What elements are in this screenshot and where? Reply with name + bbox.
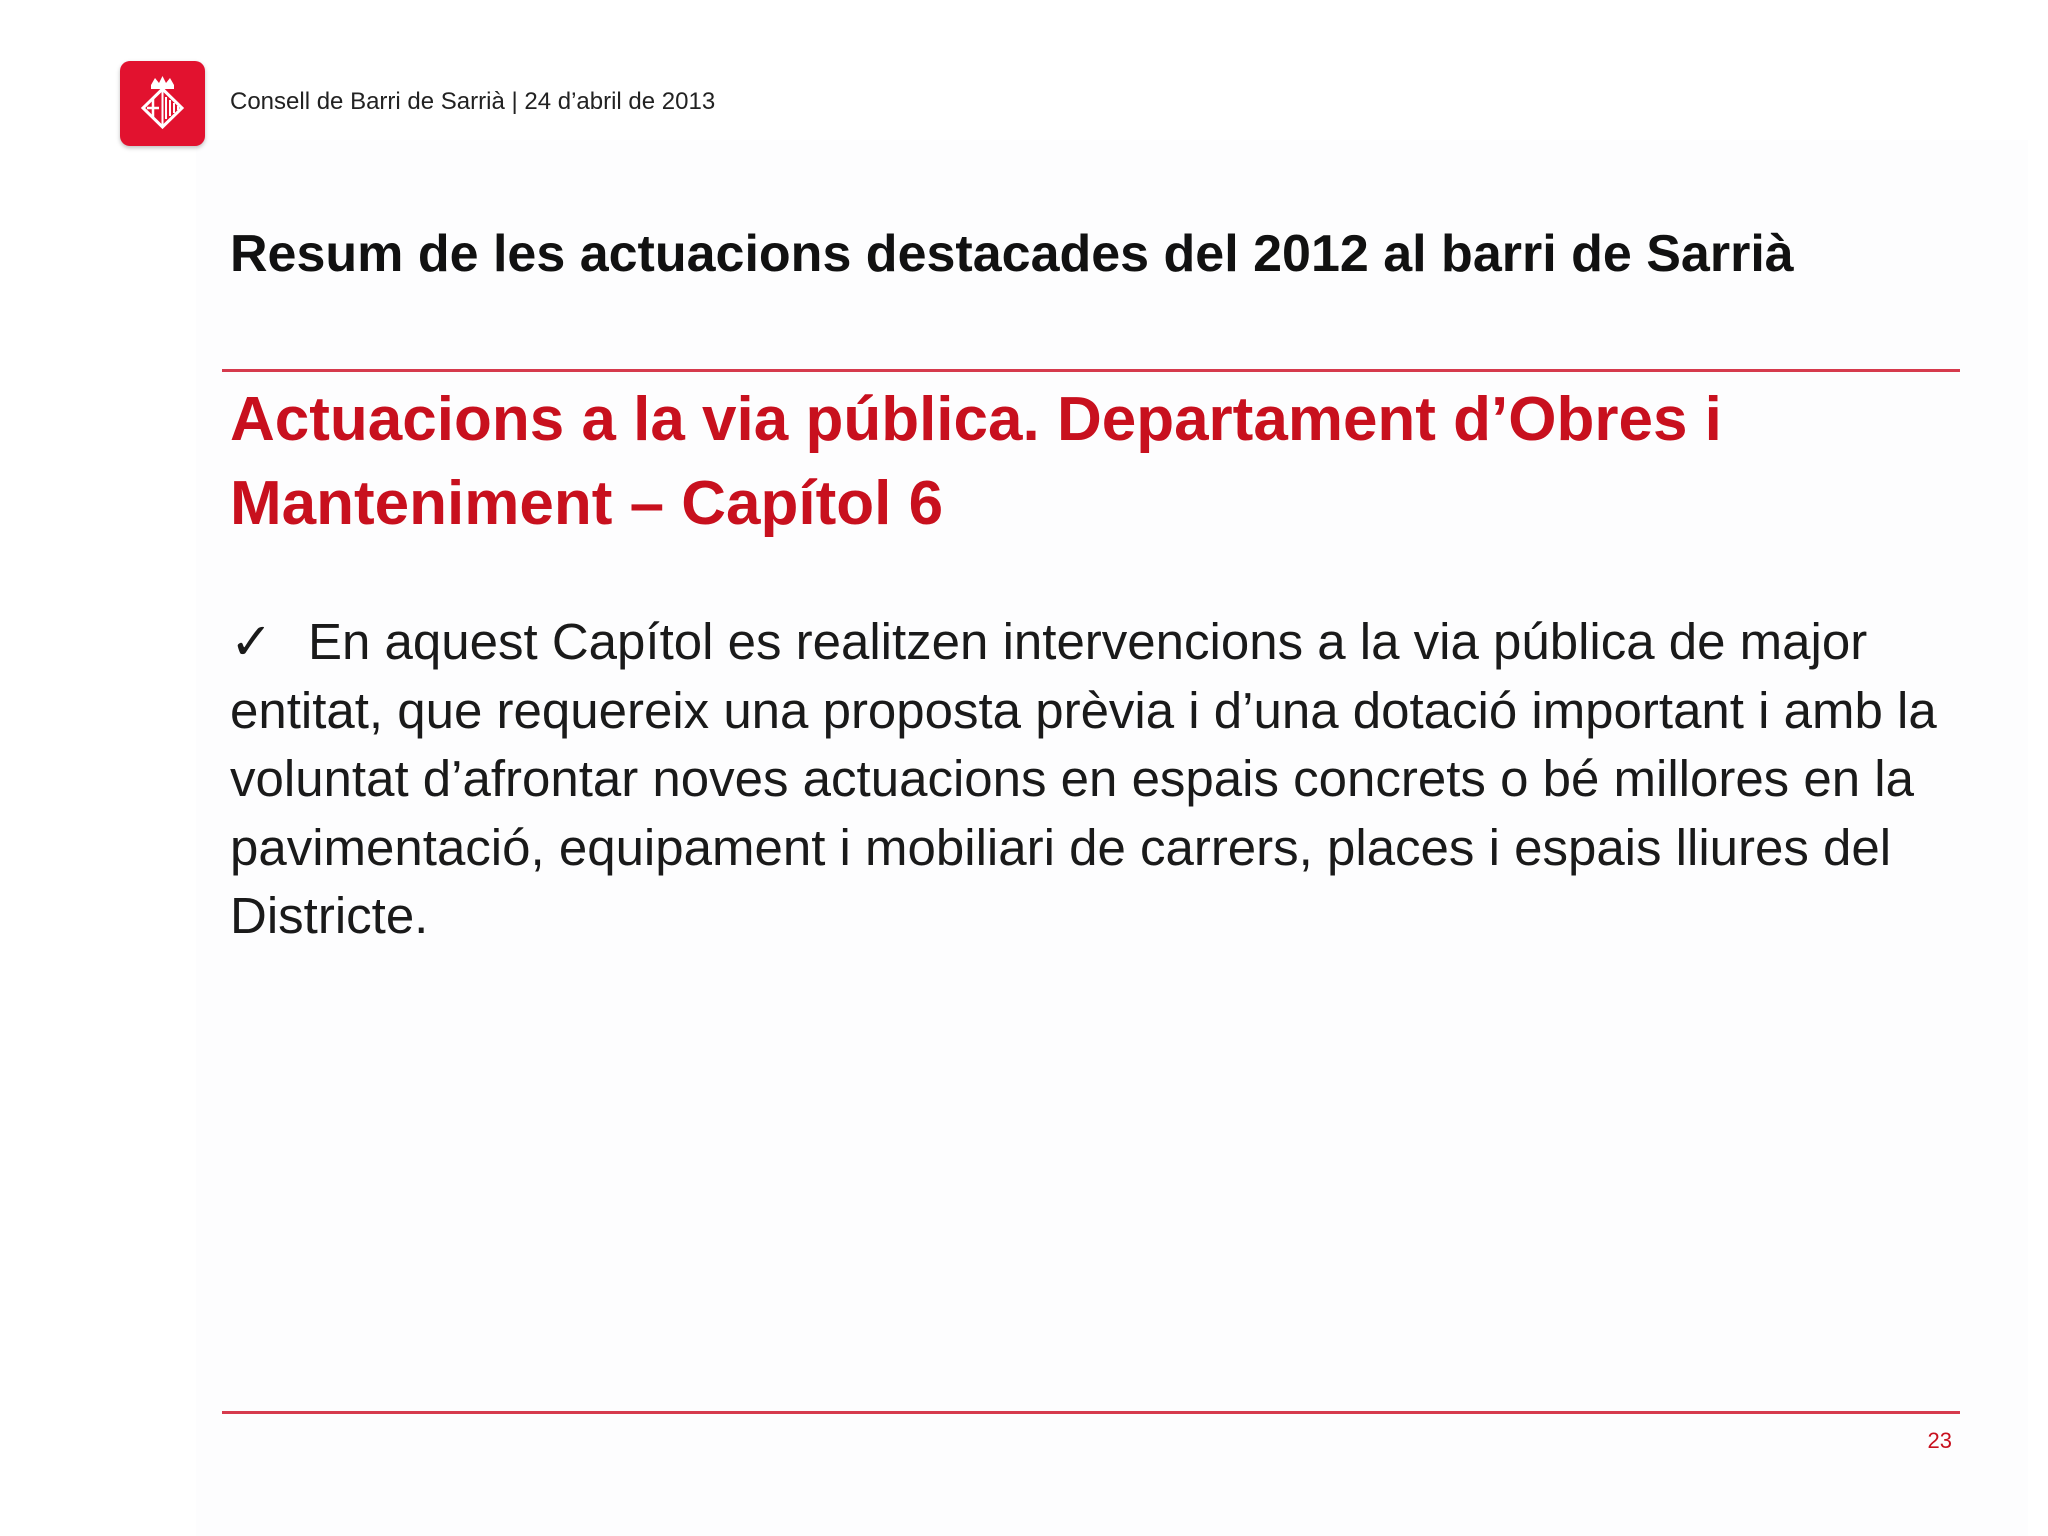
bullet-item (230, 608, 1970, 951)
meeting-header: Consell de Barri de Sarrià | 24 d’abril de 2013 (230, 88, 716, 115)
section-subtitle: Actuacions a la via pública. Departament d’Obres i Manteniment – Capítol 6 (230, 385, 1722, 538)
title-divider (222, 369, 1960, 372)
page-number: 23 (1927, 1428, 1952, 1453)
page-title: Resum de les actuacions destacades del 2012 al barri de Sarrià (230, 225, 1794, 283)
barcelona-coat-of-arms-icon (120, 61, 205, 146)
footer-divider (222, 1411, 1960, 1414)
bullet-text: En aquest Capítol es realitzen intervencions a la via pública de major entitat, que requereix una proposta prèvia i d’una dotació important i amb la voluntat d’afrontar noves actuacions en espais concrets o bé millores en la pavimentació, equipament i mobiliari de carrers, places i espais lliures del Districte. (230, 613, 1937, 944)
checkmark-icon: ✓ (230, 613, 273, 670)
